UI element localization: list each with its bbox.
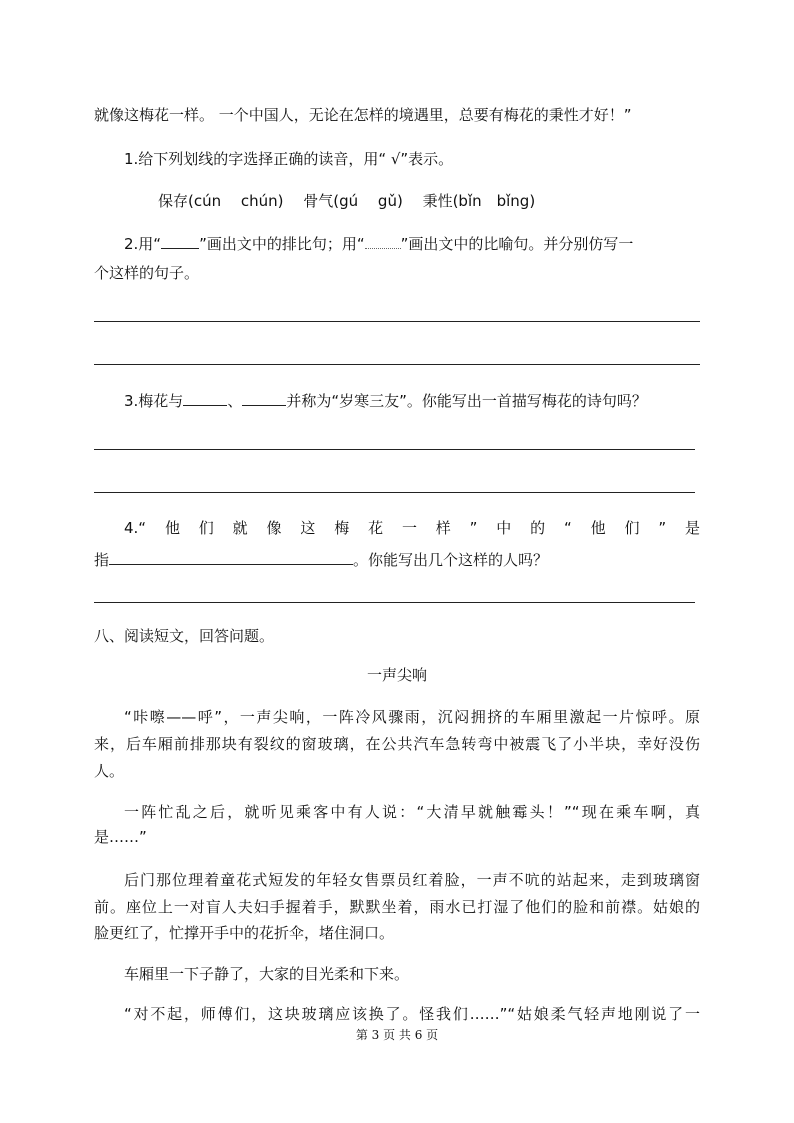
story-paragraph-line: 前。座位上一对盲人夫妇手握着手，默默坐着，雨水已打湿了他们的脸和前襟。姑娘的	[94, 898, 700, 916]
wavy-underline-sample	[365, 234, 401, 249]
answer-line	[94, 364, 700, 365]
story-paragraph-line: “对不起，师傅们，这块玻璃应该换了。怪我们……”“姑娘柔气轻声地刚说了一	[124, 1005, 700, 1023]
question-1-prompt: 1.给下列划线的字选择正确的读音，用“ √”表示。	[124, 150, 454, 168]
question-4-line-1: 4.“他们就像这梅花一样”中的“他们”是	[124, 519, 700, 537]
fill-blank	[242, 389, 286, 406]
question-3-pre: 3.梅花与	[124, 392, 184, 410]
question-2-line-2: 个这样的句子。	[94, 264, 200, 282]
story-paragraph-line: 车厢里一下子静了，大家的目光柔和下来。	[124, 965, 410, 983]
question-2-line-1	[124, 232, 633, 255]
story-paragraph-line: 后门那位理着童花式短发的年轻女售票员红着脸，一声不吭的站起来，走到玻璃窗	[124, 871, 700, 889]
question-4-post: 。你能写出几个这样的人吗？	[353, 551, 549, 569]
story-paragraph-line: 脸更红了，忙撑开手中的花折伞，堵住洞口。	[94, 924, 395, 942]
question-4-line-2	[94, 548, 548, 571]
answer-line	[94, 449, 695, 450]
story-paragraph-line: 来，后车厢前排那块有裂纹的窗玻璃，在公共汽车急转弯中被震飞了小半块，幸好没伤	[94, 735, 700, 753]
story-paragraph-line: 人。	[94, 762, 125, 780]
question-2-post: ”画出文中的比喻句。并分别仿写一	[400, 235, 634, 253]
story-paragraph-line: “咔嚓——呼”，一声尖响，一阵冷风骤雨，沉闷拥挤的车厢里激起一片惊呼。原	[124, 708, 700, 726]
question-2-mid: ”画出文中的排比句；用“	[199, 235, 365, 253]
answer-line	[94, 602, 695, 603]
straight-underline-sample	[161, 232, 199, 249]
fill-blank	[109, 548, 353, 565]
story-paragraph-line: 是……”	[94, 828, 147, 846]
story-paragraph-line: 一阵忙乱之后，就听见乘客中有人说：“大清早就触霉头！”“现在乘车啊，真	[124, 803, 700, 821]
question-3-post: 并称为“岁寒三友”。你能写出一首描写梅花的诗句吗？	[286, 392, 647, 410]
question-4-pre: 指	[94, 551, 110, 569]
page-footer: 第 3 页 共 6 页	[355, 1028, 439, 1042]
story-title: 一声尖响	[366, 666, 427, 684]
answer-line	[94, 321, 700, 322]
question-3	[124, 389, 647, 412]
passage-tail: 就像这梅花一样。 一个中国人，无论在怎样的境遇里，总要有梅花的秉性才好！”	[94, 106, 632, 124]
question-2-pre: 2.用“	[124, 235, 162, 253]
question-1-options: 保存(cún chún) 骨气(gú gǔ) 秉性(bǐn bǐng)	[158, 192, 536, 210]
answer-line	[94, 492, 695, 493]
section-8-heading: 八、阅读短文，回答问题。	[94, 627, 275, 645]
fill-blank	[183, 389, 227, 406]
question-3-sep: 、	[227, 392, 243, 410]
